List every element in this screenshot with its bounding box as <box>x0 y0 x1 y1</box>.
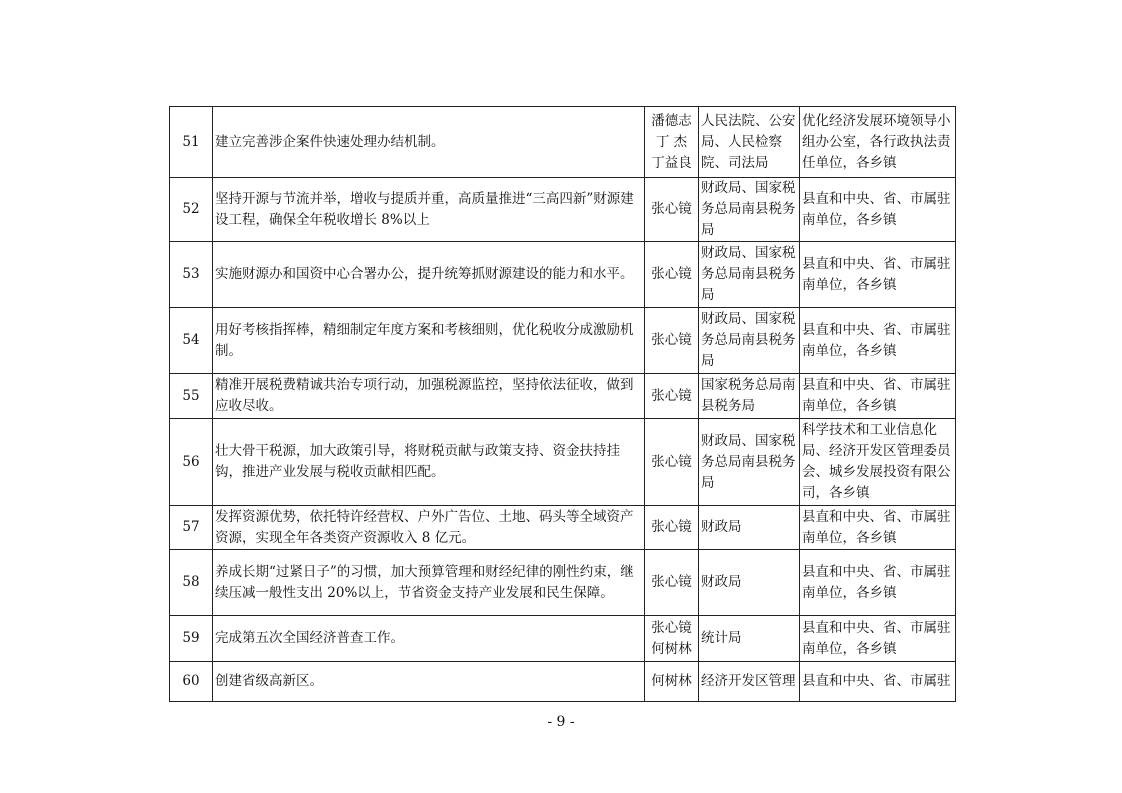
row-number: 54 <box>170 308 213 374</box>
cooperating-units: 县直和中央、省、市属驻南单位，各乡镇 <box>800 506 956 550</box>
row-number: 52 <box>170 178 213 242</box>
lead-department: 财政局、国家税务总局南县税务局 <box>699 178 800 242</box>
row-number: 59 <box>170 616 213 662</box>
task-description: 用好考核指挥棒，精细制定年度方案和考核细则，优化税收分成激励机制。 <box>213 308 645 374</box>
responsible-leader: 何树林 <box>645 662 699 702</box>
responsible-leader: 张心镜 <box>645 374 699 419</box>
task-description: 坚持开源与节流并举，增收与提质并重，高质量推进“三高四新”财源建设工程，确保全年税收增长 8%以上 <box>213 178 645 242</box>
table-row <box>170 242 956 308</box>
cooperating-units: 县直和中央、省、市属驻南单位，各乡镇 <box>800 550 956 616</box>
lead-department: 财政局、国家税务总局南县税务局 <box>699 242 800 308</box>
row-number: 55 <box>170 374 213 419</box>
task-description: 养成长期“过紧日子”的习惯，加大预算管理和财经纪律的刚性约束，继续压减一般性支出 20%以上，节省资金支持产业发展和民生保障。 <box>213 550 645 616</box>
task-description: 精准开展税费精诚共治专项行动，加强税源监控，坚持依法征收，做到应收尽收。 <box>213 374 645 419</box>
responsible-leader: 张心镜 何树林 <box>645 616 699 662</box>
row-number: 57 <box>170 506 213 550</box>
table-row <box>170 550 956 616</box>
row-number: 58 <box>170 550 213 616</box>
lead-department: 经济开发区管理 <box>699 662 800 702</box>
task-description: 壮大骨干税源，加大政策引导，将财税贡献与政策支持、资金扶持挂钩，推进产业发展与税收贡献相匹配。 <box>213 419 645 506</box>
cooperating-units: 科学技术和工业信息化局、经济开发区管理委员会、城乡发展投资有限公司，各乡镇 <box>800 419 956 506</box>
lead-department: 财政局 <box>699 550 800 616</box>
cooperating-units: 县直和中央、省、市属驻南单位，各乡镇 <box>800 374 956 419</box>
table-row <box>170 506 956 550</box>
task-description: 实施财源办和国资中心合署办公，提升统筹抓财源建设的能力和水平。 <box>213 242 645 308</box>
row-number: 51 <box>170 107 213 178</box>
responsible-leader: 张心镜 <box>645 178 699 242</box>
cooperating-units: 县直和中央、省、市属驻 <box>800 662 956 702</box>
table-row <box>170 616 956 662</box>
responsible-leader: 张心镜 <box>645 242 699 308</box>
lead-department: 财政局、国家税务总局南县税务局 <box>699 419 800 506</box>
cooperating-units: 县直和中央、省、市属驻南单位，各乡镇 <box>800 242 956 308</box>
row-number: 56 <box>170 419 213 506</box>
task-description: 创建省级高新区。 <box>213 662 645 702</box>
row-number: 60 <box>170 662 213 702</box>
lead-department: 国家税务总局南县税务局 <box>699 374 800 419</box>
row-number: 53 <box>170 242 213 308</box>
cooperating-units: 县直和中央、省、市属驻南单位，各乡镇 <box>800 616 956 662</box>
table-row <box>170 107 956 178</box>
responsible-leader: 张心镜 <box>645 506 699 550</box>
task-table <box>169 106 956 702</box>
lead-department: 统计局 <box>699 616 800 662</box>
lead-department: 人民法院、公安局、人民检察院、司法局 <box>699 107 800 178</box>
task-description: 发挥资源优势，依托特许经营权、户外广告位、土地、码头等全域资产资源，实现全年各类资产资源收入 8 亿元。 <box>213 506 645 550</box>
responsible-leader: 张心镜 <box>645 550 699 616</box>
cooperating-units: 县直和中央、省、市属驻南单位，各乡镇 <box>800 178 956 242</box>
table-row <box>170 662 956 702</box>
cooperating-units: 县直和中央、省、市属驻南单位，各乡镇 <box>800 308 956 374</box>
table-row <box>170 178 956 242</box>
table-row <box>170 374 956 419</box>
responsible-leader: 潘德志 丁 杰 丁益良 <box>645 107 699 178</box>
lead-department: 财政局 <box>699 506 800 550</box>
page-number: - 9 - <box>547 714 575 730</box>
table-row <box>170 308 956 374</box>
task-description: 完成第五次全国经济普查工作。 <box>213 616 645 662</box>
task-description: 建立完善涉企案件快速处理办结机制。 <box>213 107 645 178</box>
responsible-leader: 张心镜 <box>645 308 699 374</box>
lead-department: 财政局、国家税务总局南县税务局 <box>699 308 800 374</box>
table-row <box>170 419 956 506</box>
responsible-leader: 张心镜 <box>645 419 699 506</box>
cooperating-units: 优化经济发展环境领导小组办公室，各行政执法责任单位，各乡镇 <box>800 107 956 178</box>
